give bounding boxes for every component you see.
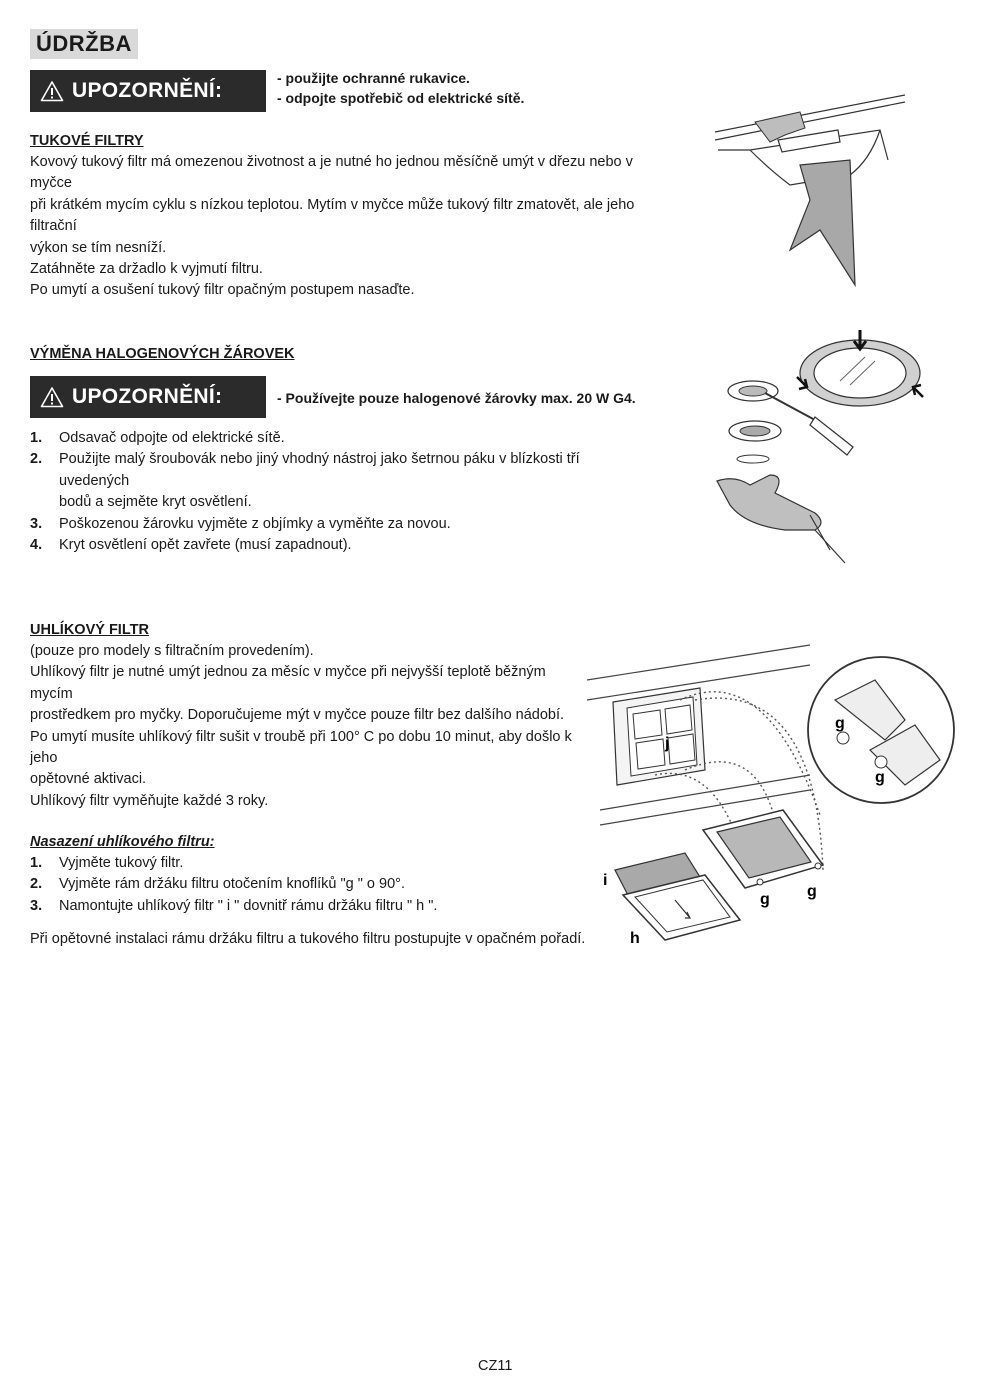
paragraph-line: Po umytí a osušení tukový filtr opačným postupem nasaďte. <box>30 282 415 299</box>
list-item <box>30 874 590 895</box>
paragraph-line: při krátkém mycím cyklu s nízkou teplotou. Mytím v myčce může tukový filtr zmatovět, ale jeho filtrační <box>30 196 635 235</box>
diagram-label-g: g <box>760 891 770 908</box>
step-number: 1. <box>30 430 43 446</box>
step-number: 2. <box>30 451 43 468</box>
warning-triangle-icon <box>40 386 64 408</box>
list-item <box>30 449 650 513</box>
step-line: bodů a sejměte kryt osvětlení. <box>59 494 252 511</box>
step-text <box>59 449 650 513</box>
warning-line: - použijte ochranné rukavice. <box>277 70 470 86</box>
warning-triangle-icon <box>40 80 64 102</box>
paragraph-line: opětovné aktivaci. <box>30 771 147 788</box>
list-item <box>30 514 650 535</box>
page-number: CZ11 <box>478 1358 513 1374</box>
diagram-label-i: i <box>603 872 608 889</box>
section-heading-carbon-filter: UHLÍKOVÝ FILTR <box>30 622 149 638</box>
warning-line: - odpojte spotřebič od elektrické sítě. <box>277 90 525 106</box>
grease-filters-text <box>30 152 650 302</box>
install-heading: Nasazení uhlíkového filtru: <box>30 834 215 850</box>
step-number: 3. <box>30 515 43 532</box>
reassembly-note: Při opětovné instalaci rámu držáku filtru a tukového filtru postupujte v opačném pořadí. <box>30 931 586 947</box>
paragraph-line: Kovový tukový filtr má omezenou životnost a je nutné ho jednou měsíčně umýt v dřezu nebo v myčce <box>30 154 633 192</box>
carbon-install-steps <box>30 853 590 917</box>
paragraph-line: Zatáhněte za držadlo k vyjmutí filtru. <box>30 261 263 278</box>
step-number: 4. <box>30 537 43 554</box>
warning-text: - Používejte pouze halogenové žárovky max. 20 W G4. <box>277 390 636 406</box>
halogen-bulb-illustration <box>715 325 945 565</box>
paragraph-line: Uhlíkový filtr vyměňujte každé 3 roky. <box>30 792 269 809</box>
page-title: ÚDRŽBA <box>30 29 138 59</box>
paragraph-line: výkon se tím nesníží. <box>30 239 167 256</box>
step-number: 3. <box>30 897 43 914</box>
step-number: 2. <box>30 876 43 893</box>
step-text: Namontujte uhlíkový filtr " i " dovnitř rámu držáku filtru " h ". <box>59 897 438 914</box>
step-number: 1. <box>30 855 43 871</box>
list-item <box>30 535 650 556</box>
paragraph-line: (pouze pro modely s filtračním provedením). <box>30 643 314 659</box>
step-text: Odsavač odpojte od elektrické sítě. <box>59 430 285 446</box>
warning-label: UPOZORNĚNÍ: <box>72 79 223 102</box>
diagram-label-g: g <box>835 715 845 732</box>
diagram-label-g: g <box>875 769 885 786</box>
list-item <box>30 428 650 449</box>
section-heading-halogen: VÝMĚNA HALOGENOVÝCH ŽÁROVEK <box>30 346 295 362</box>
diagram-label-g: g <box>807 883 817 900</box>
warning-banner <box>30 376 266 418</box>
step-line: Použijte malý šroubovák nebo jiný vhodný nástroj jako šetrnou páku v blízkosti tří uvedených <box>59 451 580 489</box>
section-heading-grease-filters: TUKOVÉ FILTRY <box>30 133 144 149</box>
halogen-steps <box>30 428 650 556</box>
paragraph-line: Po umytí musíte uhlíkový filtr sušit v troubě při 100° C po dobu 10 minut, aby došlo k jeho <box>30 728 572 767</box>
diagram-label-h: h <box>630 930 640 947</box>
warning-banner <box>30 70 266 112</box>
warning-label: UPOZORNĚNÍ: <box>72 385 223 408</box>
list-item <box>30 853 590 874</box>
carbon-filter-illustration <box>585 640 957 952</box>
grease-filter-illustration <box>710 90 910 290</box>
carbon-filter-text <box>30 641 580 812</box>
step-text: Vyjměte tukový filtr. <box>59 855 184 871</box>
step-text: Vyjměte rám držáku filtru otočením knoflíků "g " o 90°. <box>59 876 405 893</box>
warning-text <box>277 68 524 108</box>
paragraph-line: Uhlíkový filtr je nutné umýt jednou za měsíc v myčce při nejvyšší teplotě běžným mycím <box>30 664 546 702</box>
step-text: Poškozenou žárovku vyjměte z objímky a vyměňte za novou. <box>59 515 451 532</box>
list-item <box>30 896 590 917</box>
step-text: Kryt osvětlení opět zavřete (musí zapadnout). <box>59 537 352 554</box>
paragraph-line: prostředkem pro myčky. Doporučujeme mýt v myčce pouze filtr bez dalšího nádobí. <box>30 707 565 724</box>
diagram-label-j: j <box>665 735 670 752</box>
